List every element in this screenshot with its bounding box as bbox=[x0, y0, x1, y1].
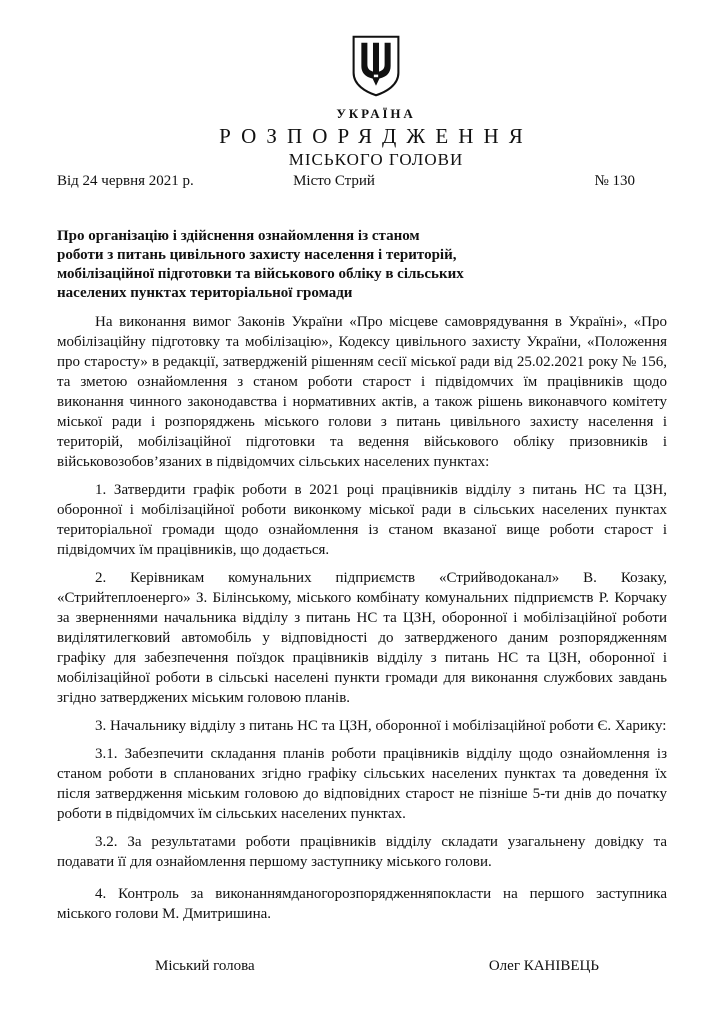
title-line: Про організацію і здійснення ознайомлення із станом bbox=[57, 228, 420, 244]
document-body bbox=[57, 312, 667, 924]
paragraph-2: 2. Керівникам комунальних підприємств «Стрийводоканал» В. Козаку, «Стрийтеплоенерго» З. Білінському, міського комбінату комунальних підприємств Р. Корчаку за зверненнями начальника відділу з питань НС та ЦЗН, оборонної і мобілізаційної роботи виділятилегковий автомобіль у відповідності до затвердженого даним розпорядженням графіку для забезпечення поїздок працівників відділу з питань НС та ЦЗН, оборонної і мобілізаційної роботи в сільські населені пункти громади для виконання службових завдань згідно затверджених міським головою планів. bbox=[57, 570, 667, 706]
signature-row bbox=[57, 958, 667, 975]
paragraph-3: 3. Начальнику відділу з питань НС та ЦЗН, оборонної і мобілізаційної роботи Є. Харику: bbox=[95, 718, 667, 734]
ukraine-trident-emblem-icon bbox=[350, 35, 402, 97]
country-name: УКРАЇНА bbox=[336, 106, 416, 121]
document-type-heading: РОЗПОРЯДЖЕННЯ bbox=[219, 124, 533, 148]
document-header bbox=[71, 35, 681, 170]
paragraph-1: 1. Затвердити графік роботи в 2021 році працівників відділу з питань НС та ЦЗН, оборонної і мобілізаційної роботи виконкому міської ради в сільських населених пунктах територіальної громади щодо ознайомлення із станом вказаної вище роботи старост і підвідомчих їм працівників, що додається. bbox=[57, 482, 667, 558]
title-line: мобілізаційної підготовки та військового обліку в сільських bbox=[57, 266, 464, 282]
document-title bbox=[57, 227, 667, 303]
preamble-paragraph: На виконання вимог Законів України «Про місцеве самоврядування в Україні», «Про мобілізаційну підготовку та мобілізацію», Кодексу цивільного захисту України, «Положення про старосту» в редакції, затвердженій рішенням сесії міської ради від 25.02.2021 року № 156, та зметою ознайомлення з станом роботи старост і підвідомчих їм працівників щодо виконання чинного законодавства і нормативних актів, а також рішень виконавчого комітету міської ради і розпоряджень міського голови з питань цивільного захисту населення і територій, мобілізаційної підготовки та ведення військового обліку призовників і військовозобов’язаних в підвідомчих сільських населених пунктах: bbox=[57, 314, 667, 470]
date-row bbox=[57, 173, 667, 190]
document-number: № 130 bbox=[594, 173, 635, 189]
paragraph-3-2: 3.2. За результатами роботи працівників відділу складати узагальнену довідку та подавати її для ознайомлення першому заступнику міського голови. bbox=[57, 834, 667, 870]
document-city: Місто Стрий bbox=[293, 173, 375, 189]
document-issuer-heading: МІСЬКОГО ГОЛОВИ bbox=[288, 150, 464, 169]
paragraph-4: 4. Контроль за виконаннямданогорозпорядженняпокласти на першого заступника міського голови М. Дмитришина. bbox=[57, 886, 667, 922]
document-date: Від 24 червня 2021 р. bbox=[57, 173, 194, 189]
title-line: населених пунктах територіальної громади bbox=[57, 285, 353, 301]
signer-name: Олег КАНІВЕЦЬ bbox=[488, 958, 599, 974]
signer-position: Міський голова bbox=[155, 958, 255, 974]
paragraph-3-1: 3.1. Забезпечити складання планів роботи працівників відділу щодо ознайомлення із станом роботи в спланованих згідно графіку сільських населених пунктах та доведення їх після затвердження міським головою до відповідних старост не пізніше 5-ти днів до початку роботи в підвідомчих їм сільських населених пунктах. bbox=[57, 746, 667, 822]
title-line: роботи з питань цивільного захисту населення і територій, bbox=[57, 247, 457, 263]
